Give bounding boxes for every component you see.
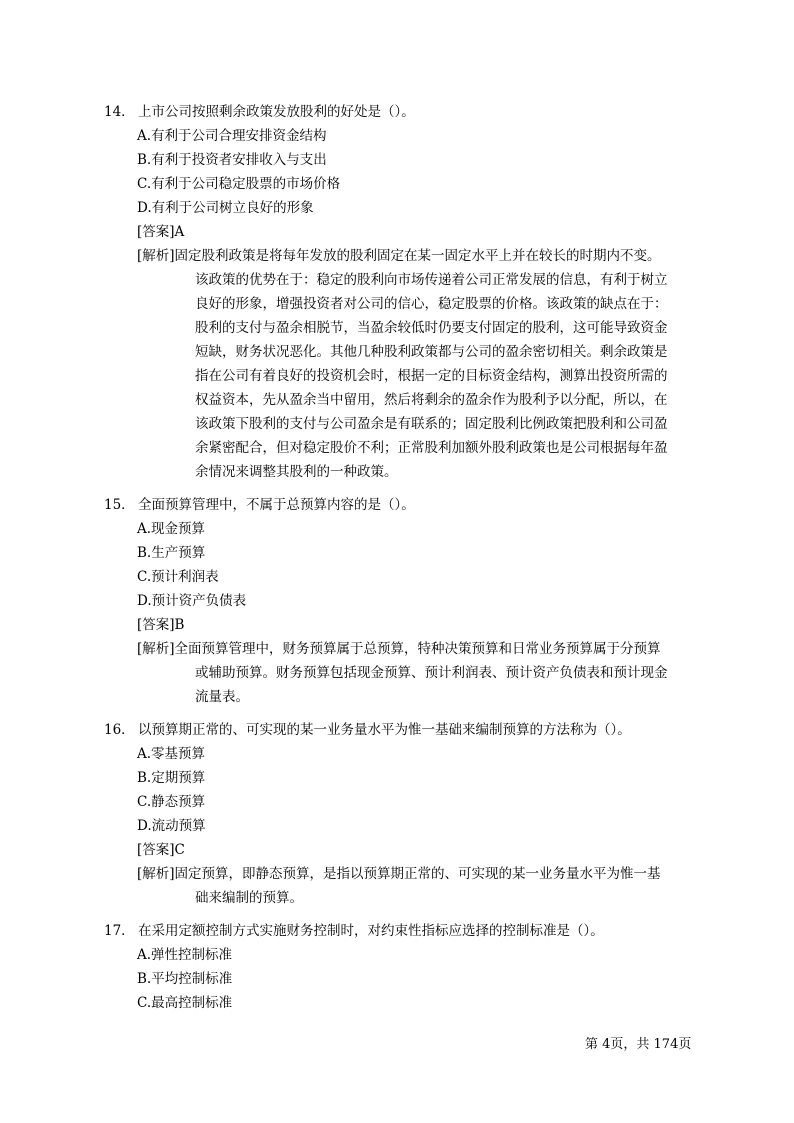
option-b: B.平均控制标准	[137, 971, 233, 987]
option-c: C.静态预算	[137, 794, 206, 810]
question-text: 在采用定额控制方式实施财务控制时，对约束性指标应选择的控制标准是（）。	[138, 923, 604, 939]
explanation-line: 该政策下股利的支付与公司盈余是有联系的；固定股利比例政策把股利和公司盈	[195, 416, 668, 432]
explanation-line: 流量表。	[195, 689, 249, 705]
option-a: A.弹性控制标准	[137, 947, 233, 963]
question-14-stem	[104, 100, 415, 120]
question-number: 14．	[104, 104, 135, 120]
option-b: B.有利于投资者安排收入与支出	[137, 152, 327, 168]
option-a: A.现金预算	[137, 521, 206, 537]
option-d: D.预计资产负债表	[137, 593, 247, 609]
option-d: D.有利于公司树立良好的形象	[137, 200, 314, 216]
option-b: B.生产预算	[137, 545, 206, 561]
explanation-line: 股利的支付与盈余相脱节，当盈余较低时仍要支付固定的股利，这可能导致资金	[195, 320, 668, 336]
explanation-line: 指在公司有着良好的投资机会时，根据一定的目标资金结构，测算出投资所需的	[195, 368, 668, 384]
option-a: A.零基预算	[137, 746, 206, 762]
option-c: C.最高控制标准	[137, 995, 233, 1011]
explanation-line: [解析]全面预算管理中，财务预算属于总预算，特种决策预算和日常业务预算属于分预算	[137, 641, 661, 657]
option-d: D.流动预算	[137, 818, 206, 834]
explanation-line: 良好的形象，增强投资者对公司的信心，稳定股票的价格。该政策的缺点在于：	[195, 296, 668, 312]
explanation-line: [解析]固定股利政策是将每年发放的股利固定在某一固定水平上并在较长的时期内不变。	[137, 248, 661, 264]
question-number: 15．	[104, 497, 135, 513]
question-16-stem	[104, 718, 631, 738]
explanation-line: [解析]固定预算，即静态预算，是指以预算期正常的、可实现的某一业务量水平为惟一基	[137, 866, 661, 882]
explanation-line: 余情况来调整其股利的一种政策。	[195, 464, 398, 480]
explanation-line: 余紧密配合，但对稳定股价不利；正常股利加额外股利政策也是公司根据每年盈	[195, 440, 668, 456]
explanation-line: 权益资本，先从盈余当中留用，然后将剩余的盈余作为股利予以分配，所以，在	[195, 392, 668, 408]
question-15-stem	[104, 493, 415, 513]
question-number: 16．	[104, 722, 135, 738]
explanation-line: 或辅助预算。财务预算包括现金预算、预计利润表、预计资产负债表和预计现金	[195, 665, 668, 681]
option-a: A.有利于公司合理安排资金结构	[137, 128, 327, 144]
question-text: 全面预算管理中，不属于总预算内容的是（）。	[138, 497, 415, 513]
question-text: 以预算期正常的、可实现的某一业务量水平为惟一基础来编制预算的方法称为（）。	[138, 722, 631, 738]
answer: [答案]A	[137, 224, 185, 240]
question-number: 17．	[104, 923, 135, 939]
explanation-line: 短缺，财务状况恶化。其他几种股利政策都与公司的盈余密切相关。剩余政策是	[195, 344, 668, 360]
explanation-line: 该政策的优势在于：稳定的股利向市场传递着公司正常发展的信息，有利于树立	[195, 272, 668, 288]
answer: [答案]B	[137, 617, 185, 633]
option-b: B.定期预算	[137, 770, 206, 786]
question-17-stem	[104, 919, 604, 939]
page-footer: 第 4页，共 174页	[585, 1037, 692, 1052]
question-text: 上市公司按照剩余政策发放股利的好处是（）。	[138, 104, 415, 120]
explanation-line: 础来编制的预算。	[195, 890, 303, 906]
option-c: C.预计利润表	[137, 569, 219, 585]
option-c: C.有利于公司稳定股票的市场价格	[137, 176, 341, 192]
answer: [答案]C	[137, 842, 185, 858]
